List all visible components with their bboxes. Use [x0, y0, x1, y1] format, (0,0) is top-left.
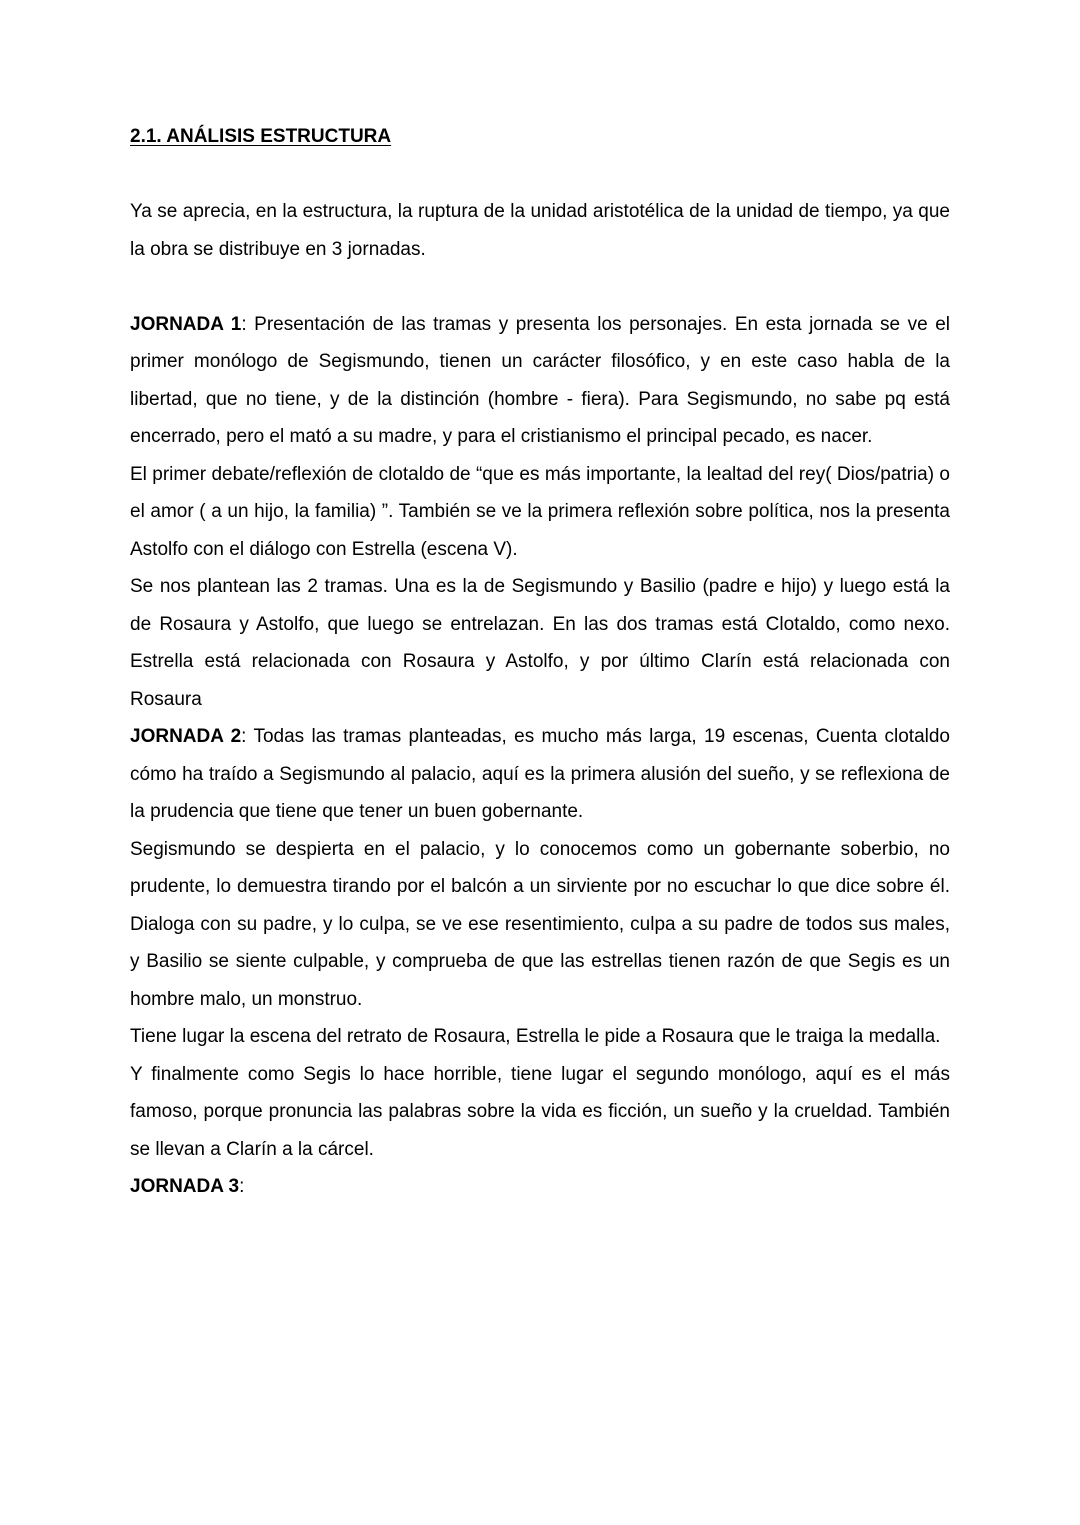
text-run: Tiene lugar la escena del retrato de Rosaura, Estrella le pide a Rosaura que le traiga la medalla.: [130, 1026, 941, 1047]
text-run: El primer debate/reflexión de clotaldo de “que es más importante, la lealtad del rey( Dios/patria) o el amor ( a un hijo, la familia) ”. También se ve la primera reflexión sobre política, nos la presenta Astolfo con el diálogo con Estrella (escena V).: [130, 463, 950, 560]
paragraph: [130, 306, 950, 456]
text-run: :: [239, 1176, 245, 1197]
text-run: Segismundo se despierta en el palacio, y lo conocemos como un gobernante soberbio, no prudente, lo demuestra tirando por el balcón a un sirviente por no escuchar lo que dice sobre él. Dialoga con su padre, y lo culpa, se ve ese resentimiento, culpa a su padre de todos sus males, y Basilio se siente culpable, y comprueba de que las estrellas tienen razón de que Segis es un hombre malo, un monstruo.: [130, 838, 950, 1010]
text-run: Y finalmente como Segis lo hace horrible, tiene lugar el segundo monólogo, aquí es el más famoso, porque pronuncia las palabras sobre la vida es ficción, un sueño y la crueldad. También se llevan a Clarín a la cárcel.: [130, 1063, 950, 1160]
bold-text-run: JORNADA 1: [130, 313, 242, 335]
text-run: : Presentación de las tramas y presenta los personajes. En esta jornada se ve el primer monólogo de Segismundo, tienen un carácter filosófico, y en este caso habla de la libertad, que no tiene, y de la distinción (hombre - fiera). Para Segismundo, no sabe pq está encerrado, pero el mató a su madre, y para el cristianismo el principal pecado, es nacer.: [130, 313, 950, 447]
paragraph: [130, 568, 950, 718]
paragraph: [130, 718, 950, 831]
paragraph: [130, 1018, 950, 1056]
paragraph: [130, 456, 950, 569]
text-run: : Todas las tramas planteadas, es mucho más larga, 19 escenas, Cuenta clotaldo cómo ha traído a Segismundo al palacio, aquí es la primera alusión del sueño, y se reflexiona de la prudencia que tiene que tener un buen gobernante.: [130, 726, 951, 822]
text-run: Ya se aprecia, en la estructura, la ruptura de la unidad aristotélica de la unidad de tiempo, ya que la obra se distribuye en 3 jornadas.: [130, 201, 950, 260]
paragraph: [130, 1056, 950, 1169]
bold-text-run: JORNADA 3: [130, 1176, 240, 1197]
section-heading: 2.1. ANÁLISIS ESTRUCTURA: [130, 126, 392, 147]
paragraph: [130, 831, 950, 1019]
text-run: Se nos plantean las 2 tramas. Una es la de Segismundo y Basilio (padre e hijo) y luego está la de Rosaura y Astolfo, que luego se entrelazan. En las dos tramas está Clotaldo, como nexo. Estrella está relacionada con Rosaura y Astolfo, y por último Clarín está relacionada con Rosaura: [130, 576, 950, 710]
document-body: [130, 193, 950, 1206]
blank-line: [130, 268, 950, 306]
paragraph: [130, 193, 950, 268]
blank-line: [130, 156, 950, 194]
paragraph: [130, 1168, 950, 1206]
bold-text-run: JORNADA 2: [130, 726, 242, 747]
